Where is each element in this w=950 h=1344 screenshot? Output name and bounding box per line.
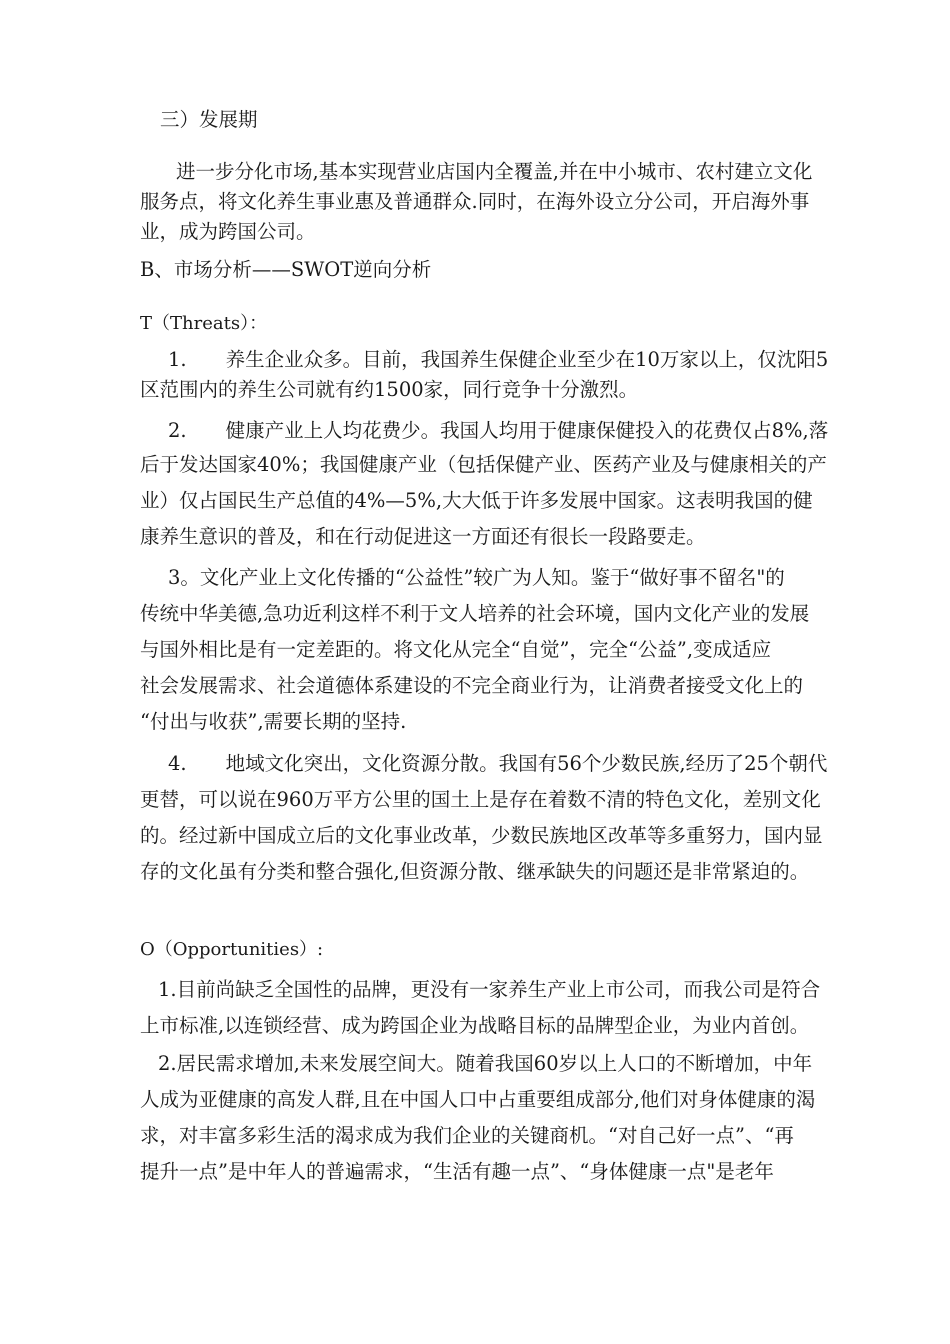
paragraph-line: 上市标准,以连锁经营、成为跨国企业为战略目标的品牌型企业，为业内首创。 [140,1014,810,1037]
heading-market-analysis: B、市场分析——SWOT逆向分析 [140,258,432,281]
heading-opportunities: O（Opportunities）: [140,939,324,960]
paragraph-line: 后于发达国家40%；我国健康产业（包括保健产业、医药产业及与健康相关的产 [140,453,827,476]
paragraph-line: 业）仅占国民生产总值的4%—5%,大大低于许多发展中国家。这表明我国的健 [140,489,813,512]
paragraph-line: 人成为亚健康的高发人群,且在中国人口中占重要组成部分,他们对身体健康的渴 [140,1088,816,1111]
paragraph-line: 提升一点”是中年人的普遍需求，“生活有趣一点”、“身体健康一点"是老年 [140,1160,774,1183]
paragraph-line: 传统中华美德,急功近利这样不利于文人培养的社会环境，国内文化产业的发展 [140,602,810,625]
paragraph-line: 存的文化虽有分类和整合强化,但资源分散、继承缺失的问题还是非常紧迫的。 [140,860,810,883]
paragraph-line: 区范围内的养生公司就有约1500家，同行竞争十分激烈。 [140,378,639,401]
paragraph-line: 更替，可以说在960万平方公里的国土上是存在着数不清的特色文化，差别文化 [140,788,821,811]
paragraph-line: 2. 健康产业上人均花费少。我国人均用于健康保健投入的花费仅占8%,落 [168,419,829,442]
paragraph-line: 进一步分化市场,基本实现营业店国内全覆盖,并在中小城市、农村建立文化 [176,160,813,183]
paragraph-line: 4. 地域文化突出，文化资源分散。我国有56个少数民族,经历了25个朝代 [168,752,828,775]
paragraph-line: 业，成为跨国公司。 [140,220,316,243]
paragraph-line: 1.目前尚缺乏全国性的品牌，更没有一家养生产业上市公司，而我公司是符合 [158,978,821,1001]
paragraph-line: 的。经过新中国成立后的文化事业改革，少数民族地区改革等多重努力，国内显 [140,824,823,847]
paragraph-line: 2.居民需求增加,未来发展空间大。随着我国60岁以上人口的不断增加，中年 [158,1052,813,1075]
paragraph-line: 1. 养生企业众多。目前，我国养生保健企业至少在10万家以上，仅沈阳5 [168,348,829,371]
heading-threats: T（Threats）： [140,313,268,334]
paragraph-line: 康养生意识的普及，和在行动促进这一方面还有很长一段路要走。 [140,525,706,548]
paragraph-line: 求，对丰富多彩生活的渴求成为我们企业的关键商机。“对自己好一点”、“再 [140,1124,794,1147]
paragraph-line: 服务点，将文化养生事业惠及普通群众.同时，在海外设立分公司，开启海外事 [140,190,810,213]
paragraph-line: 3。文化产业上文化传播的“公益性”较广为人知。鉴于“做好事不留名"的 [168,566,785,589]
paragraph-line: 社会发展需求、社会道德体系建设的不完全商业行为，让消费者接受文化上的 [140,674,804,697]
heading-development-stage: 三）发展期 [160,108,258,131]
paragraph-line: 与国外相比是有一定差距的。将文化从完全“自觉”，完全“公益”,变成适应 [140,638,772,661]
paragraph-line: “付出与收获”,需要长期的坚持. [140,710,407,733]
